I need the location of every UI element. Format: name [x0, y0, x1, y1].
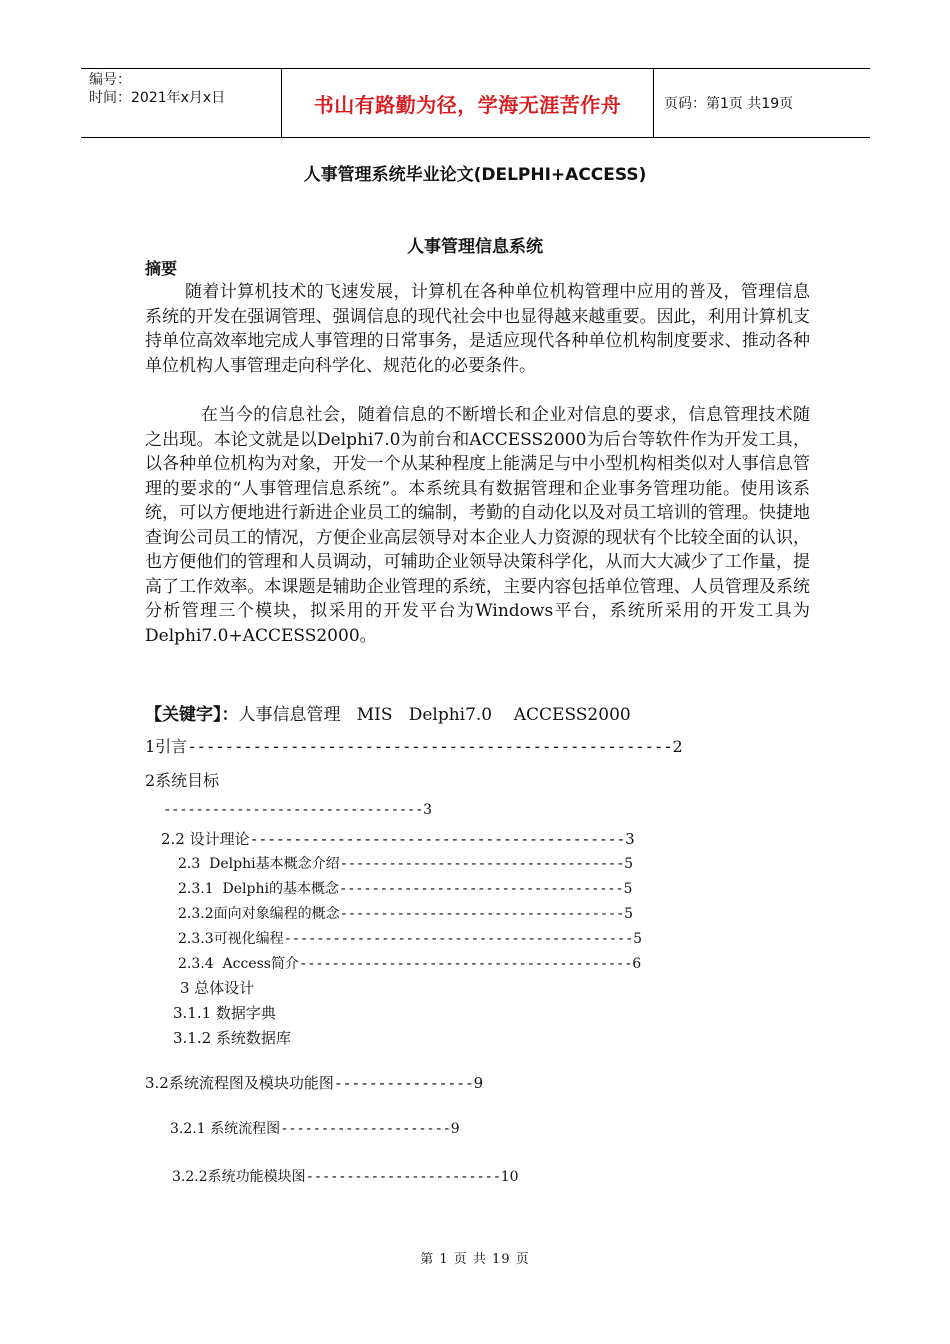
document-subtitle: 人事管理信息系统: [407, 237, 543, 257]
toc-entry: 3.1.1 数据字典: [173, 1004, 276, 1022]
keywords-line: [145, 700, 631, 725]
number-label: 编号：: [89, 72, 131, 88]
keywords-values: 人事信息管理 MIS Delphi7.0 ACCESS2000: [238, 705, 631, 725]
toc-entry: 3.2.2系统功能模块图------------------------10: [172, 1169, 519, 1185]
header-page-info: 页码：第1页 共19页: [664, 96, 794, 112]
document-title: 人事管理系统毕业论文(DELPHI+ACCESS): [303, 165, 647, 185]
toc-entry: --------------------------------3: [163, 802, 433, 818]
date-label: 时间：2021年x月x日: [89, 90, 226, 106]
toc-entry: 2.3.2面向对象编程的概念-----------------------------------5: [178, 906, 634, 922]
toc-entry: 2.3.1 Delphi的基本概念-----------------------------------5: [178, 881, 633, 897]
toc-entry: 3 总体设计: [180, 979, 255, 997]
toc-entry: 2系统目标: [145, 771, 220, 790]
keywords-label: 【关键字】：: [145, 705, 239, 725]
abstract-paragraph-2: 在当今的信息社会，随着信息的不断增长和企业对信息的要求，信息管理技术随之出现。本论文就是以Delphi7.0为前台和ACCESS2000为后台等软件作为开发工具，以各种单位机构为对象，开发一个从某种程度上能满足与中小型机构相类似对人事信息管理的要求的“人事管理信息系统”。本系统具有数据管理和企业事务管理功能。使用该系统，可以方便地进行新进企业员工的编制，考勤的自动化以及对员工培训的管理。快捷地查询公司员工的情况，方便企业高层领导对本企业人力资源的现状有个比较全面的认识，也方便他们的管理和人员调动，可辅助企业领导决策科学化，从而大大减少了工作量，提高了工作效率。本课题是辅助企业管理的系统，主要内容包括单位管理、人员管理及系统分析管理三个模块，拟采用的开发平台为Windows平台，系统所采用的开发工具为Delphi7.0+ACCESS2000。: [145, 405, 810, 646]
toc-entry: 2.3 Delphi基本概念介绍-----------------------------------5: [178, 856, 634, 872]
header-meta: [81, 69, 281, 137]
toc-entry: 1引言----------------------------------------------------2: [145, 737, 683, 756]
abstract-paragraph-1: 随着计算机技术的飞速发展，计算机在各种单位机构管理中应用的普及，管理信息系统的开发在强调管理、强调信息的现代社会中也显得越来越重要。因此，利用计算机支持单位高效率地完成人事管理的日常事务，是适应现代各种单位机构制度要求、推动各种单位机构人事管理走向科学化、规范化的必要条件。: [145, 282, 810, 376]
page-footer: 第 1 页 共 19 页: [420, 1252, 530, 1267]
page-header: [81, 68, 870, 138]
toc-entry: 3.2.1 系统流程图---------------------9: [170, 1121, 460, 1137]
toc-entry: 2.3.4 Access简介-----------------------------------------6: [178, 956, 642, 972]
toc-entry: 2.2 设计理论-------------------------------------------3: [161, 830, 635, 848]
toc-entry: 3.1.2 系统数据库: [173, 1029, 291, 1047]
header-motto: 书山有路勤为径，学海无涯苦作舟: [281, 69, 654, 137]
toc-entry: 2.3.3可视化编程-------------------------------------------5: [178, 931, 643, 947]
toc-entry: 3.2系统流程图及模块功能图----------------9: [145, 1074, 484, 1092]
abstract-heading: 摘要: [145, 259, 178, 278]
